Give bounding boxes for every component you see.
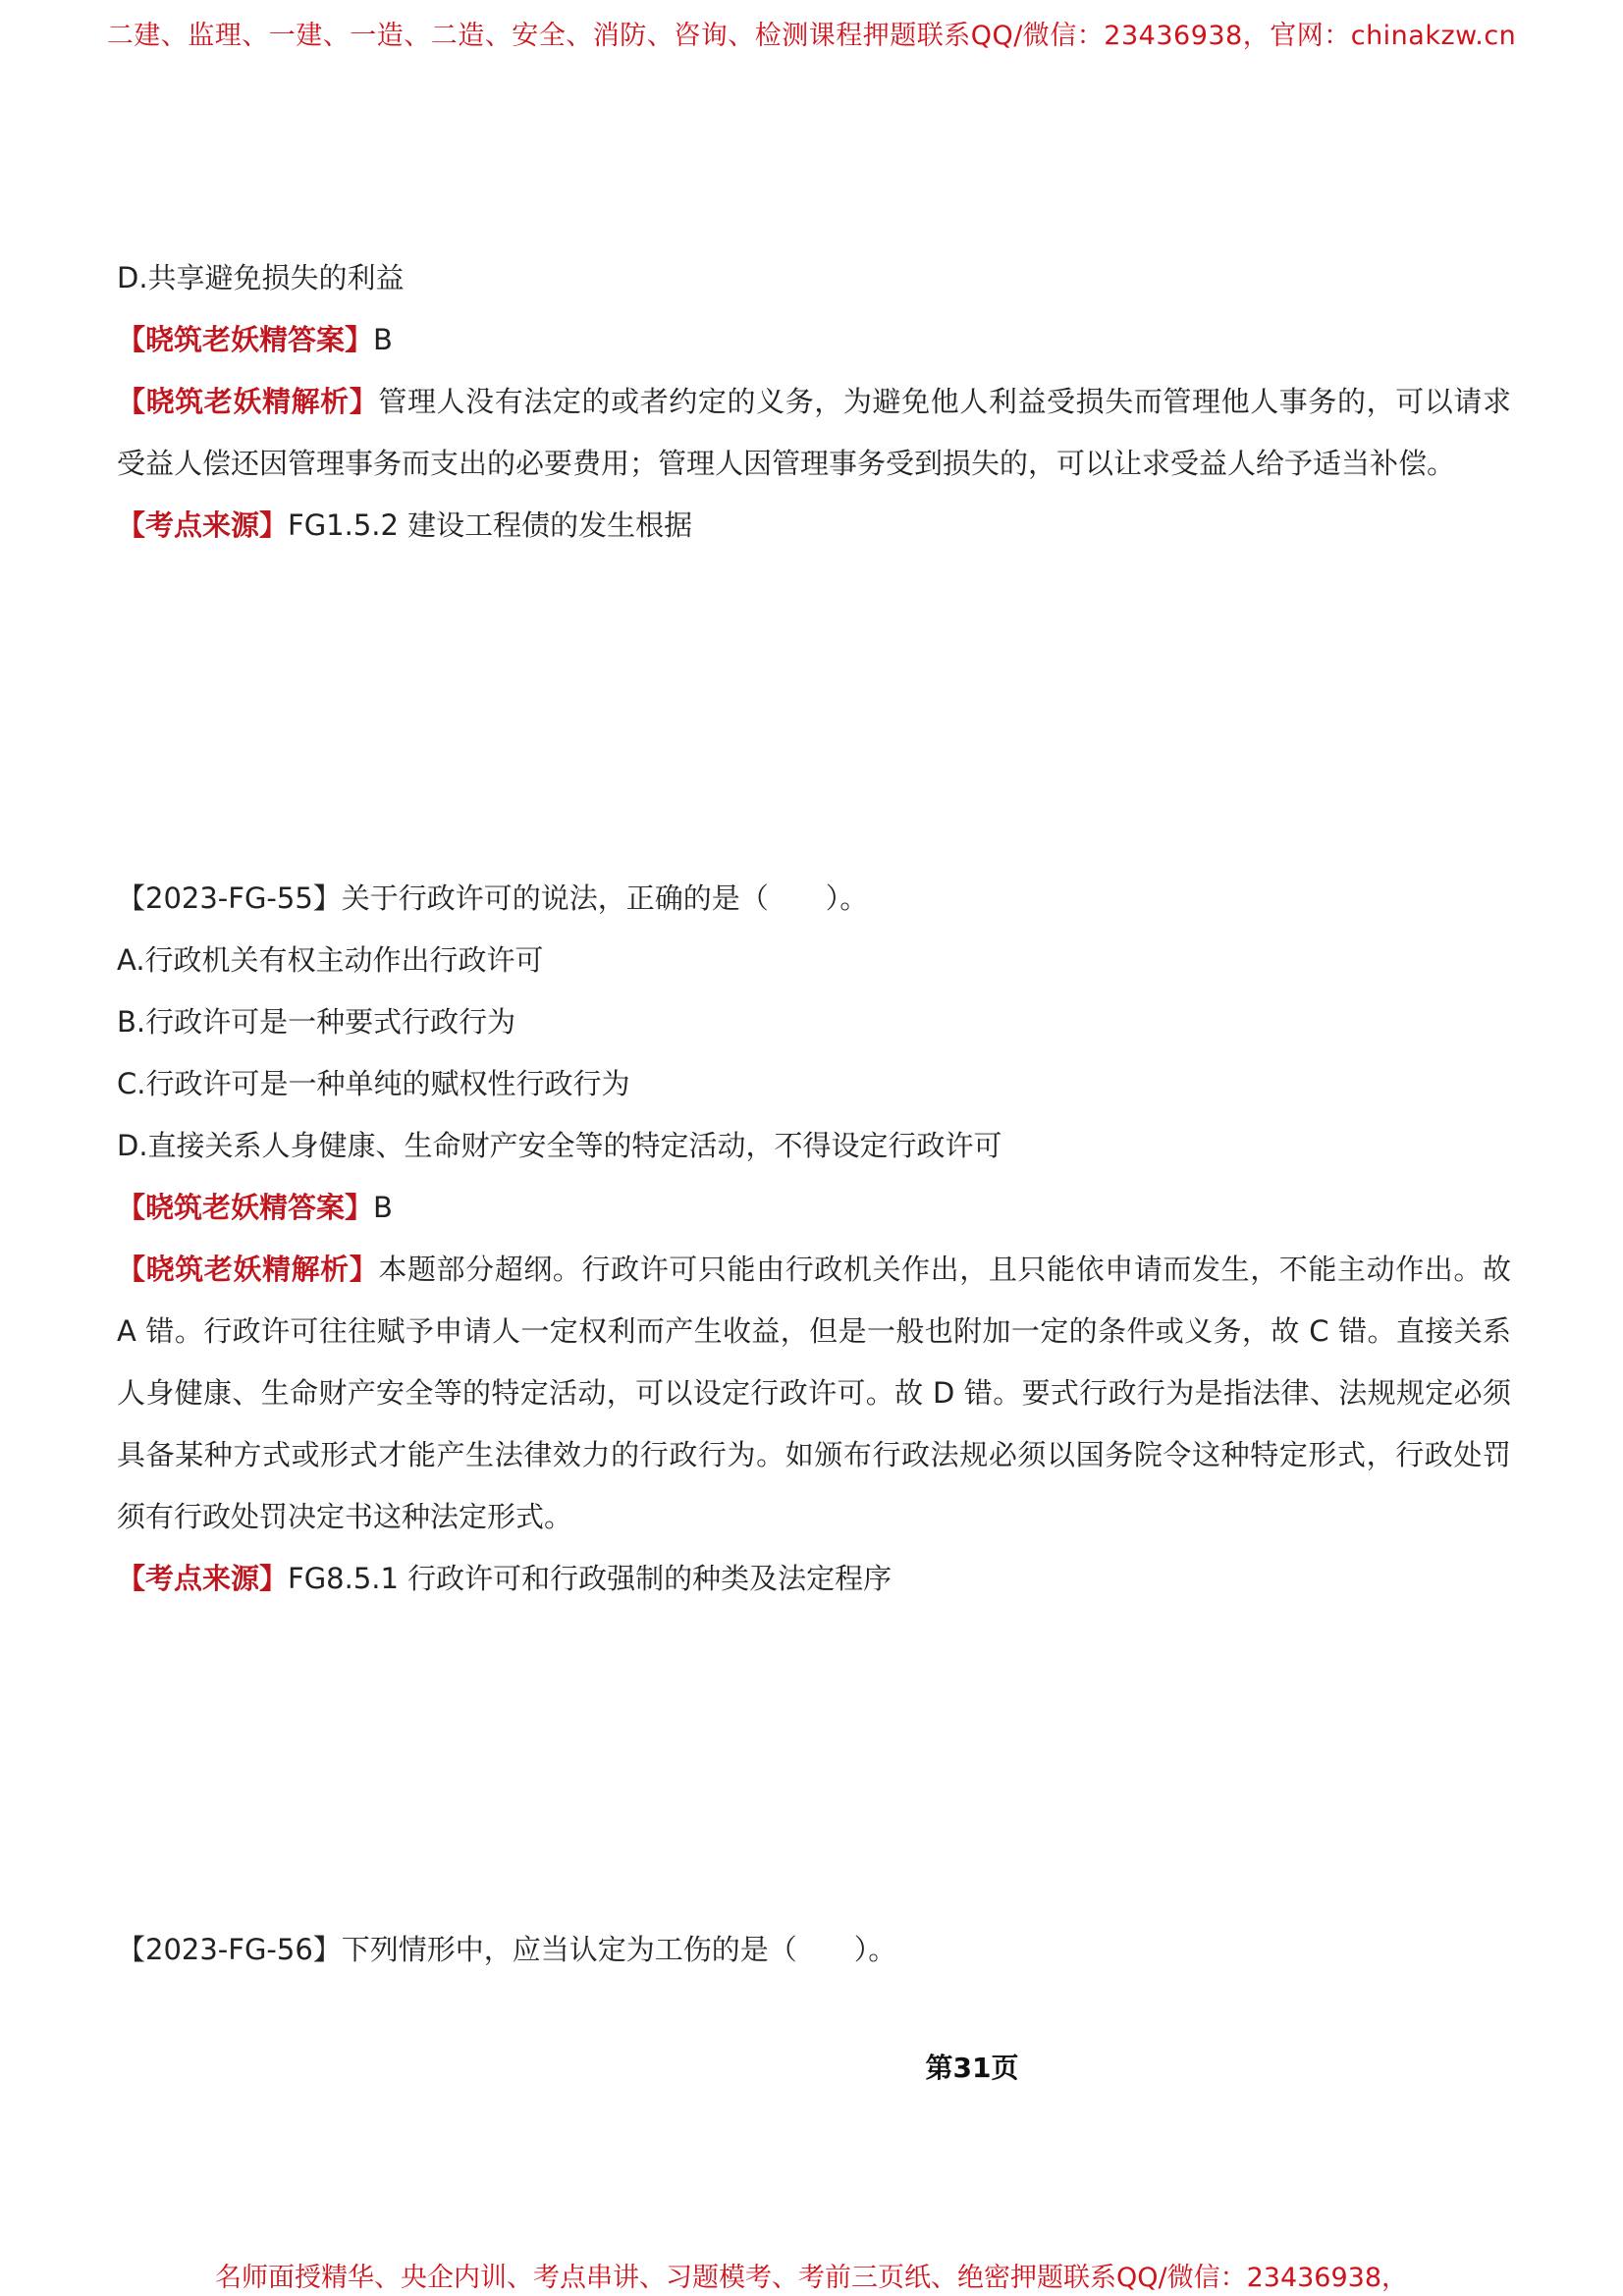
source-tag: 【考点来源】	[117, 1562, 289, 1595]
footer-banner: 名师面授精华、央企内训、考点串讲、习题模考、考前三页纸、绝密押题联系QQ/微信：23436938，	[214, 2263, 1409, 2293]
analysis-text: 本题部分超纲。行政许可只能由行政机关作出，且只能依申请而发生，不能主动作出。故 A 错。行政许可往往赋予申请人一定权利而产生收益，但是一般也附加一定的条件或义务，故 C 错。直接关系人身健康、生命财产安全等的特定活动，可以设定行政许可。故 D 错。要式行政行为是指法律、法规规定必须具备某种方式或形式才能产生法律效力的行政行为。如颁布行政法规必须以国务院令这种特定形式，行政处罚须有行政处罚决定书这种法定形式。	[117, 1253, 1511, 1533]
answer-line	[117, 309, 1511, 371]
answer-tag: 【晓筑老妖精答案】	[117, 323, 374, 356]
option-a: A.行政机关有权主动作出行政许可	[117, 943, 544, 977]
analysis-paragraph	[117, 371, 1511, 495]
answer-tag: 【晓筑老妖精答案】	[117, 1191, 374, 1224]
answer-value: B	[373, 323, 393, 356]
option-b: B.行政许可是一种要式行政行为	[117, 1005, 516, 1039]
source-text: FG8.5.1 行政许可和行政强制的种类及法定程序	[288, 1562, 893, 1595]
page-number: 第31页	[925, 2052, 1019, 2084]
analysis-paragraph	[117, 1239, 1511, 1548]
question-title: 【2023-FG-55】关于行政许可的说法，正确的是（ ）。	[117, 881, 869, 915]
analysis-tag: 【晓筑老妖精解析】	[117, 1253, 379, 1286]
analysis-tag: 【晓筑老妖精解析】	[117, 385, 379, 418]
option-c: C.行政许可是一种单纯的赋权性行政行为	[117, 1067, 630, 1100]
source-line	[117, 1548, 1511, 1610]
source-tag: 【考点来源】	[117, 508, 289, 542]
analysis-text: 管理人没有法定的或者约定的义务，为避免他人利益受损失而管理他人事务的，可以请求受益人偿还因管理事务而支出的必要费用；管理人因管理事务受到损失的，可以让求受益人给予适当补偿。	[117, 385, 1511, 480]
answer-line	[117, 1177, 1511, 1239]
option-d: D.共享避免损失的利益	[117, 261, 405, 294]
answer-value: B	[373, 1191, 393, 1224]
question-title: 【2023-FG-56】下列情形中，应当认定为工伤的是（ ）。	[117, 1933, 897, 1966]
option-d: D.直接关系人身健康、生命财产安全等的特定活动，不得设定行政许可	[117, 1129, 1002, 1162]
source-line	[117, 495, 1511, 557]
source-text: FG1.5.2 建设工程债的发生根据	[288, 508, 693, 542]
header-banner: 二建、监理、一建、一造、二造、安全、消防、咨询、检测课程押题联系QQ/微信：23436938，官网：chinakzw.cn	[106, 21, 1517, 51]
